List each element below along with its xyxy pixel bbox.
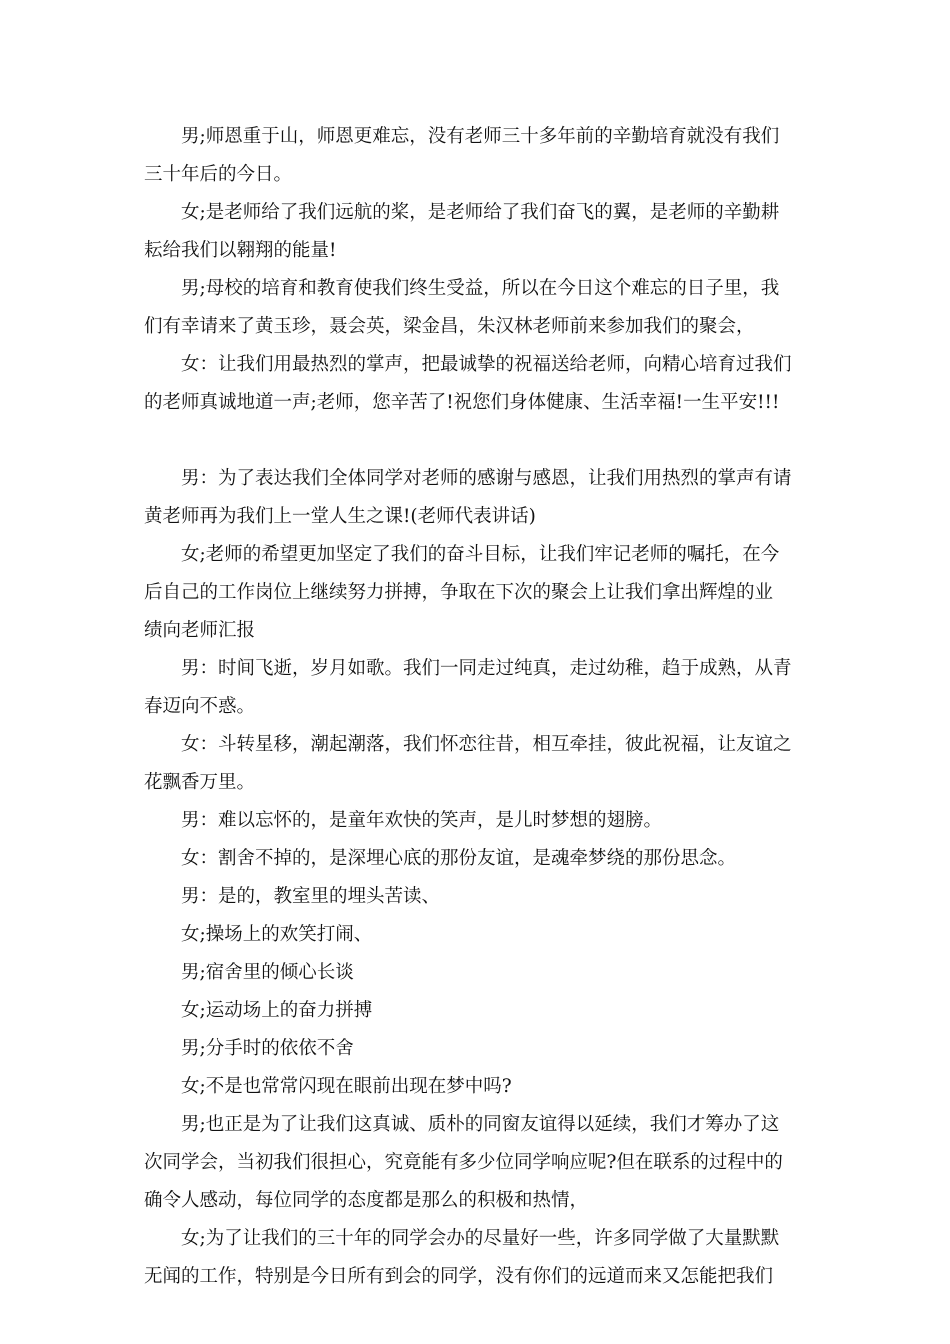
text-line: 们有幸请来了黄玉珍，聂会英，梁金昌，朱汉林老师前来参加我们的聚会， [144, 316, 755, 337]
paragraph [144, 270, 814, 346]
text-line: 无闻的工作，特别是今日所有到会的同学，没有你们的远道而来又怎能把我们 [144, 1266, 774, 1287]
paragraph [144, 878, 814, 916]
paragraph [144, 194, 814, 270]
text-line: 绩向老师汇报 [144, 620, 256, 641]
paragraph [144, 536, 814, 650]
document-body [144, 118, 814, 1296]
paragraph-spacer [144, 422, 814, 460]
paragraph [144, 840, 814, 878]
text-line: 耘给我们以翱翔的能量! [144, 240, 337, 261]
paragraph [144, 954, 814, 992]
paragraph [144, 992, 814, 1030]
text-line: 女;老师的希望更加坚定了我们的奋斗目标，让我们牢记老师的嘱托，在今 [181, 544, 780, 565]
paragraph [144, 346, 814, 422]
text-line: 男;分手时的依依不舍 [181, 1038, 354, 1059]
paragraph [144, 802, 814, 840]
text-line: 女;不是也常常闪现在眼前出现在梦中吗? [181, 1076, 512, 1097]
text-line: 女;是老师给了我们远航的桨，是老师给了我们奋飞的翼，是老师的辛勤耕 [181, 202, 780, 223]
text-line: 确令人感动，每位同学的态度都是那么的积极和热情， [144, 1190, 589, 1211]
paragraph [144, 650, 814, 726]
paragraph [144, 726, 814, 802]
paragraph [144, 460, 814, 536]
text-line: 男：是的，教室里的埋头苦读、 [181, 886, 441, 907]
text-line: 男;宿舍里的倾心长谈 [181, 962, 354, 983]
text-line: 次同学会，当初我们很担心，究竟能有多少位同学响应呢?但在联系的过程中的 [144, 1152, 783, 1173]
paragraph [144, 118, 814, 194]
text-line: 春迈向不惑。 [144, 696, 256, 717]
text-line: 女;运动场上的奋力拼搏 [181, 1000, 373, 1021]
paragraph [144, 916, 814, 954]
text-line: 男;母校的培育和教育使我们终生受益，所以在今日这个难忘的日子里，我 [181, 278, 780, 299]
text-line: 男：时间飞逝，岁月如歌。我们一同走过纯真，走过幼稚，趋于成熟，从青 [181, 658, 792, 679]
paragraph [144, 1068, 814, 1106]
text-line: 后自己的工作岗位上继续努力拼搏，争取在下次的聚会上让我们拿出辉煌的业 [144, 582, 774, 603]
text-line: 女;操场上的欢笑打闹、 [181, 924, 373, 945]
text-line: 女;为了让我们的三十年的同学会办的尽量好一些，许多同学做了大量默默 [181, 1228, 780, 1249]
text-line: 女：让我们用最热烈的掌声，把最诚挚的祝福送给老师，向精心培育过我们 [181, 354, 792, 375]
text-line: 女：斗转星移，潮起潮落，我们怀恋往昔，相互牵挂，彼此祝福，让友谊之 [181, 734, 792, 755]
text-line: 男：难以忘怀的，是童年欢快的笑声，是儿时梦想的翅膀。 [181, 810, 663, 831]
text-line: 黄老师再为我们上一堂人生之课!(老师代表讲话) [144, 506, 536, 527]
paragraph [144, 1030, 814, 1068]
text-line: 男;师恩重于山，师恩更难忘，没有老师三十多年前的辛勤培育就没有我们 [181, 126, 780, 147]
text-line: 男：为了表达我们全体同学对老师的感谢与感恩，让我们用热烈的掌声有请 [181, 468, 792, 489]
text-line: 三十年后的今日。 [144, 164, 293, 185]
text-line: 的老师真诚地道一声;老师，您辛苦了!祝您们身体健康、生活幸福!一生平安!!! [144, 392, 780, 413]
text-line: 花飘香万里。 [144, 772, 256, 793]
text-line: 女：割舍不掉的，是深埋心底的那份友谊，是魂牵梦绕的那份思念。 [181, 848, 737, 869]
paragraph [144, 1106, 814, 1220]
paragraph [144, 1220, 814, 1296]
text-line: 男;也正是为了让我们这真诚、质朴的同窗友谊得以延续，我们才筹办了这 [181, 1114, 780, 1135]
